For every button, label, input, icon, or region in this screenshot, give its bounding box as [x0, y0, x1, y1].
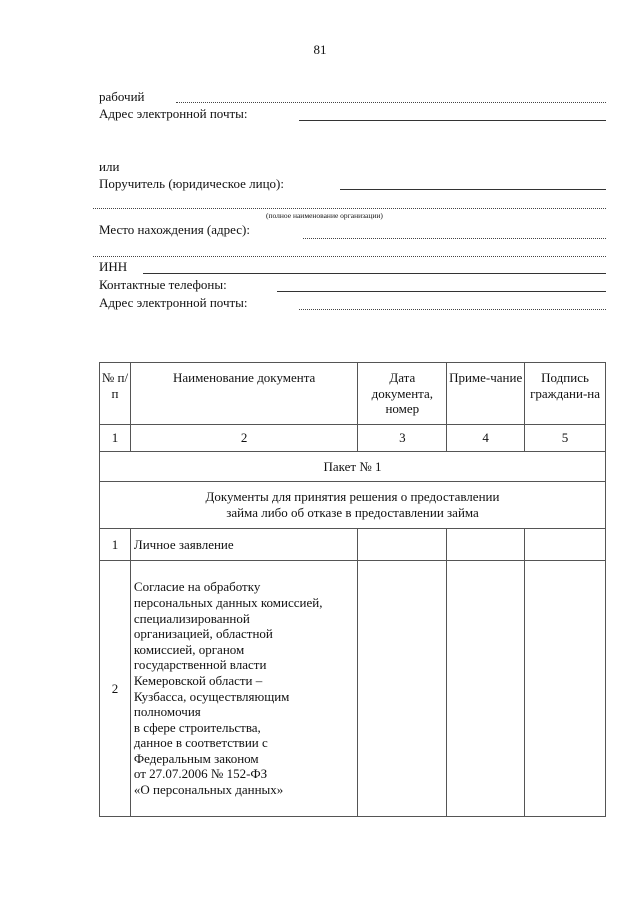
package-row	[100, 452, 606, 482]
section-title-row	[100, 482, 606, 529]
documents-table	[99, 362, 606, 817]
column-number-2: 2	[130, 425, 357, 452]
column-number-3: 3	[358, 425, 447, 452]
phones-label: Контактные телефоны:	[99, 277, 227, 292]
org-name-caption: (полное наименование организации)	[266, 211, 383, 220]
row-note	[447, 561, 525, 817]
name-line: данное в соответствии с	[133, 735, 268, 751]
name-line: от 27.07.2006 № 152-ФЗ	[133, 766, 268, 782]
inn-line	[143, 273, 606, 274]
header-note: Приме-чание	[447, 363, 525, 425]
name-line: государственной власти	[133, 657, 267, 673]
address-label: Место нахождения (адрес):	[99, 222, 250, 237]
header-row	[100, 363, 606, 425]
column-number-5: 5	[525, 425, 606, 452]
email-label: Адрес электронной почты:	[99, 295, 248, 310]
row-document-name	[130, 561, 357, 817]
header-document-date: Дата документа, номер	[358, 363, 447, 425]
name-line: Согласие на обработку	[133, 579, 261, 595]
phones-line	[277, 291, 606, 292]
page-number: 81	[313, 42, 327, 57]
guarantor-label: Поручитель (юридическое лицо):	[99, 176, 284, 191]
name-line: Кузбасса, осуществляющим	[133, 688, 290, 704]
org-name-line	[93, 208, 606, 209]
inn-label: ИНН	[99, 259, 128, 274]
name-line: Федеральным законом	[133, 750, 259, 766]
header-signature: Подпись граждани-на	[525, 363, 606, 425]
header-document-name: Наименование документа	[130, 363, 357, 425]
row-signature	[525, 529, 606, 561]
or-label: или	[99, 159, 120, 174]
section-title-line-1: Документы для принятия решения о предоставлении	[205, 489, 500, 505]
table-row	[100, 561, 606, 817]
email-line-top	[299, 120, 606, 121]
name-line: в сфере строительства,	[133, 719, 261, 735]
address-line	[303, 238, 606, 239]
address-line-2	[93, 256, 606, 257]
name-line: комиссией, органом	[133, 641, 245, 657]
section-title	[100, 482, 606, 529]
email-line	[299, 309, 606, 310]
table-row	[100, 529, 606, 561]
guarantor-line	[340, 189, 606, 190]
name-line: Кемеровской области –	[133, 672, 263, 688]
row-document-name: Личное заявление	[130, 529, 357, 561]
row-number: 1	[100, 529, 131, 561]
name-line: «О персональных данных»	[133, 782, 284, 798]
row-number: 2	[100, 561, 131, 817]
row-signature	[525, 561, 606, 817]
row-note	[447, 529, 525, 561]
email-label-top: Адрес электронной почты:	[99, 106, 248, 121]
name-line: организацией, областной	[133, 626, 273, 642]
section-title-line-2: займа либо об отказе в предоставлении займа	[226, 505, 479, 520]
column-number-4: 4	[447, 425, 525, 452]
row-document-date	[358, 529, 447, 561]
header-number: № п/п	[100, 363, 131, 425]
name-line: специализированной	[133, 610, 250, 626]
worker-phone-line	[176, 102, 606, 103]
package-label: Пакет № 1	[100, 452, 606, 482]
name-line: полномочия	[133, 704, 201, 720]
row-document-date	[358, 561, 447, 817]
column-numbers-row	[100, 425, 606, 452]
worker-phone-label: рабочий	[99, 89, 145, 104]
column-number-1: 1	[100, 425, 131, 452]
name-line: персональных данных комиссией,	[133, 594, 323, 610]
